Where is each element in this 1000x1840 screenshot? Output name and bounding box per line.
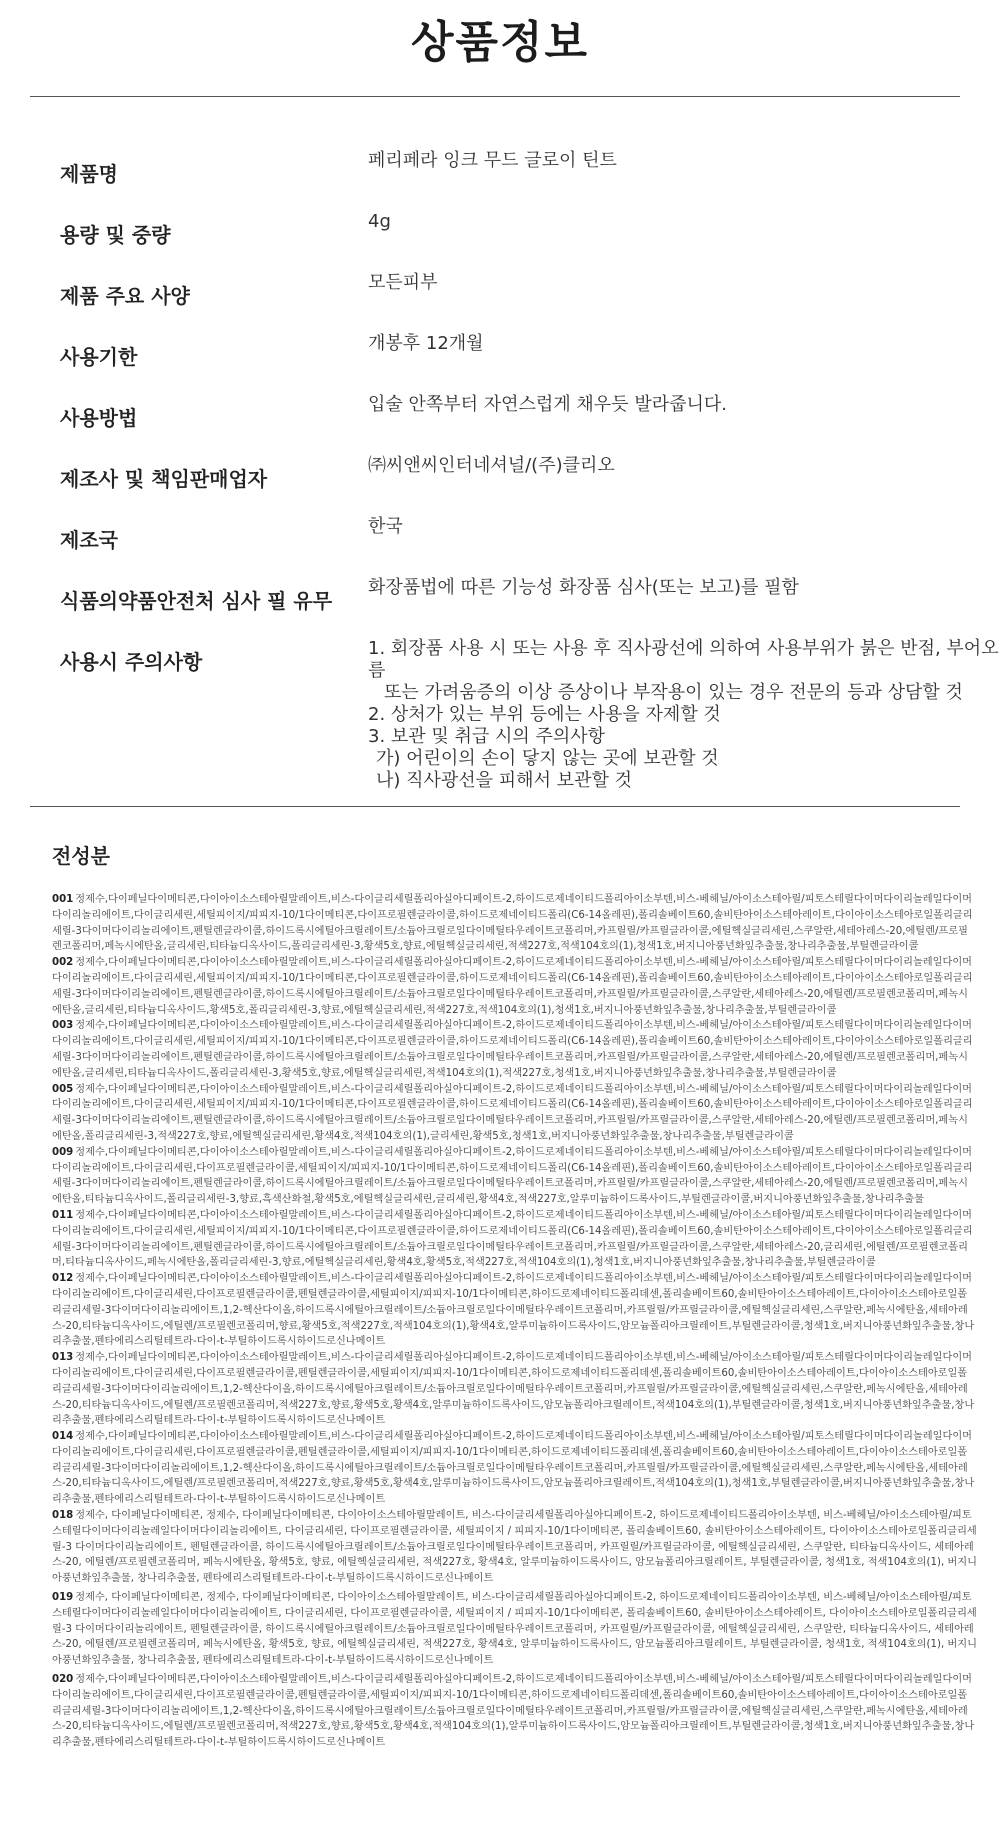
spec-value: 입술 안쪽부터 자연스럽게 채우듯 발라줍니다. — [368, 394, 727, 415]
ingredient-text: 정제수,다이페닐다이메티콘,다이아이소스테아릴말레이트,비스-다이글리세릴폴리아실아디페이트-2,하이드로제네이티드폴리아이소부텐,비스-베헤닐/아이소스테아릴/피토스테릴다이머다이리놀레일다이머다이리놀리에이트,다이글리세린,세틸피이지/피피지-10/1다이메티콘,다이프로필렌글라이콜,하이드로제네이티드폴리(C6-14올레핀),폴리솔베이트60,솔비탄아이소스테아레이트,다이아이소스테아로일폴리글리세릴-3다이머다이리놀리에이트,펜틸렌글라이콜,하이드록시에틸아크릴레이트/소듐아크릴로일다이메틸타우레이트코폴리머,카프릴릴/카프릴글라이콜,스쿠알란,세테아레스-20,에틸렌/프로필렌코폴리머,페녹시에탄올,글리세린,티타늄디옥사이드,황색5호,폴리글리세린-3,향료,에틸헥실글리세린,적색227호,적색104호의(1),청색1호,버지니아풍년화잎추출물,창나리추출물,부틸렌글라이콜 — [52, 957, 973, 1016]
spec-value: 개봉후 12개월 — [368, 333, 484, 354]
spec-label: 제품 주요 사양 — [60, 284, 190, 308]
ingredients-title: 전성분 — [52, 844, 110, 868]
spec-value: 모든피부 — [368, 272, 438, 293]
ingredient-code: 003 — [52, 1020, 74, 1032]
ingredient-text: 정제수,다이페닐다이메티콘,다이아이소스테아릴말레이트,비스-다이글리세릴폴리아실아디페이트-2,하이드로제네이티드폴리아이소부텐,비스-베헤닐/아이소스테아릴/피토스테릴다이머다이리놀레일다이머다이리놀리에이트,다이글리세린,세틸피이지/피피지-10/1다이메티콘,다이프로필렌글라이콜,하이드로제네이티드폴리(C6-14올레핀),폴리솔베이트60,솔비탄아이소스테아레이트,다이아이소스테아로일폴리글리세릴-3다이머다이리놀리에이트,펜틸렌글라이콜,하이드록시에틸아크릴레이트/소듐아크릴로일다이메틸타우레이트코폴리머,카프릴릴/카프릴글라이콜,스쿠알란,세테아레스-20,에틸렌/프로필렌코폴리머,페녹시에탄올,글리세린,티타늄디옥사이드,폴리글리세린-3,황색5호,향료,에틸헥실글리세린,적색104호의(1),적색227호,청색1호,버지니아풍년화잎추출물,창나리추출물,부틸렌글라이콜 — [52, 1020, 973, 1079]
ingredient-text: 정제수,다이페닐다이메티콘,다이아이소스테아릴말레이트,비스-다이글리세릴폴리아실아디페이트-2,하이드로제네이티드폴리아이소부텐,비스-베헤닐/아이소스테아릴/피토스테릴다이머다이리놀레일다이머다이리놀리에이트,다이글리세린,세틸피이지/피피지-10/1다이메티콘,다이프로필렌글라이콜,하이드로제네이티드폴리(C6-14올레핀),폴리솔베이트60,솔비탄아이소스테아레이트,다이아이소스테아로일폴리글리세릴-3다이머다이리놀리에이트,펜틸렌글라이콜,하이드록시에틸아크릴레이트/소듐아크릴로일다이메틸타우레이트코폴리머,카프릴릴/카프릴글라이콜,에틸헥실글리세린,스쿠알란,세테아레스-20,에틸렌/프로필렌코폴리머,페녹시에탄올,글리세린,티타늄디옥사이드,폴리글리세린-3,황색5호,향료,에틸헥실글리세린,적색227호,적색104호의(1),청색1호,버지니아풍년화잎추출물,창나리추출물,부틸렌글라이콜 — [52, 894, 973, 953]
ingredient-code: 018 — [52, 1510, 74, 1522]
caution-line: 3. 보관 및 취급 시의 주의사항 — [368, 726, 606, 747]
mid-divider — [30, 806, 960, 807]
ingredient-block-019 — [52, 1590, 977, 1669]
caution-line: 가) 어린이의 손이 닿지 않는 곳에 보관할 것 — [376, 748, 719, 769]
spec-value: 한국 — [368, 516, 403, 537]
ingredient-text: 정제수,다이페닐다이메티콘,다이아이소스테아릴말레이트,비스-다이글리세릴폴리아실아디페이트-2,하이드로제네이티드폴리아이소부텐,비스-베헤닐/아이소스테아릴/피토스테릴다이머다이리놀레일다이머다이리놀리에이트,다이글리세린,다이프로필렌글라이콜,펜틸렌글라이콜,세틸피이지/피피지-10/1다이메티콘,하이드로제네이티드폴리데센,폴리솔베이트60,솔비탄아이소스테아레이트,다이아이소스테아로일폴리글리세릴-3다이머다이리놀리에이트,1,2-헥산다이올,하이드록시에틸아크릴레이트/소듐아크릴로일다이메틸타우레이트코폴리머,카프릴릴/카프릴글라이콜,에틸헥실글리세린,스쿠알란,페녹시에탄올,세테아레스-20,티타늄디옥사이드,에틸렌/프로필렌코폴리머,적색227호,향료,황색5호,황색4호,적색104호의(1),알루미늄하이드록사이드,암모늄폴리아크릴레이트,부틸렌글라이콜,청색1호,버지니아풍년화잎추출물,창나리추출물,펜타에리스리틸테트라-다이-t-부틸하이드록시하이드로신나메이트 — [52, 1674, 975, 1749]
ingredients-list — [52, 892, 977, 1751]
spec-label: 용량 및 중량 — [60, 223, 171, 247]
ingredient-code: 013 — [52, 1352, 74, 1364]
ingredient-block-003 — [52, 1018, 977, 1081]
ingredient-block-012 — [52, 1271, 977, 1350]
caution-list — [368, 638, 1000, 792]
ingredient-code: 020 — [52, 1674, 74, 1686]
ingredient-code: 005 — [52, 1083, 74, 1095]
ingredient-block-002 — [52, 955, 977, 1018]
ingredient-block-011 — [52, 1208, 977, 1271]
ingredient-code: 001 — [52, 894, 74, 905]
ingredient-code: 002 — [52, 957, 74, 969]
ingredient-code: 009 — [52, 1146, 74, 1158]
ingredient-text: 정제수, 다이페닐다이메티콘, 정제수, 다이페닐다이메티콘, 다이아이소스테아릴말레이트, 비스-다이글리세릴폴리아실아디페이트-2, 하이드로제네이티드폴리아이소부텐, 비스-베헤닐/아이소스테아릴/피토스테릴다이머다이리놀레일다이머다이리놀리에이트, 다이글리세린, 다이프로필렌글라이콜, 세틸피이지 / 피피지-10/1다이메티콘, 폴리솔베이트60, 솔비탄아이소스테아레이트, 다이아이소스테아로일폴리글리세릴-3 다이머다이리놀리에이트, 펜틸렌글라이콜, 하이드록시에틸아크릴레이트/소듐아크릴로일다이메틸타우레이트코폴리머, 카프릴릴/카프릴글라이콜, 에틸헥실글리세린, 스쿠알란, 티타늄디옥사이드, 세테아레스-20, 에틸렌/프로필렌코폴리머, 페녹시에탄올, 황색5호, 향료, 에틸헥실글리세린, 적색227호, 황색4호, 알루미늄하이드록사이드, 암모늄폴리아크릴레이트, 부틸렌글라이콜, 청색1호, 적색104호의(1), 버지니아풍년화잎추출물, 창나리추출물, 펜타에리스리틸테트라-다이-t-부틸하이드록시하이드로신나메이트 — [52, 1592, 977, 1667]
ingredient-text: 정제수,다이페닐다이메티콘,다이아이소스테아릴말레이트,비스-다이글리세릴폴리아실아디페이트-2,하이드로제네이티드폴리아이소부텐,비스-베헤닐/아이소스테아릴/피토스테릴다이머다이리놀레일다이머다이리놀리에이트,다이글리세린,세틸피이지/피피지-10/1다이메티콘,다이프로필렌글라이콜,하이드로제네이티드폴리(C6-14올레핀),폴리솔베이트60,솔비탄아이소스테아레이트,다이아이소스테아로일폴리글리세릴-3다이머다이리놀리에이트,펜틸렌글라이콜,하이드록시에틸아크릴레이트/소듐아크릴로일다이메틸타우레이트코폴리머,카프릴릴/카프릴글라이콜,스쿠알란,세테아레스-20,글리세린,에틸렌/프로필렌코폴리머,티타늄디옥사이드,페녹시에탄올,폴리글리세린-3,향료,에틸헥실글리세린,황색4호,황색5호,적색227호,적색104호의(1),청색1호,버지니아풍년화잎추출물,창나리추출물,부틸렌글라이콜 — [52, 1209, 973, 1269]
spec-value — [368, 638, 1000, 792]
ingredient-text: 정제수,다이페닐다이메티콘,다이아이소스테아릴말레이트,비스-다이글리세릴폴리아실아디페이트-2,하이드로제네이티드폴리아이소부텐,비스-베헤닐/아이소스테아릴/피토스테릴다이머다이리놀레일다이머다이리놀리에이트,다이글리세린,세틸피이지/피피지-10/1다이메티콘,다이프로필렌글라이콜,하이드로제네이티드폴리(C6-14올레핀),폴리솔베이트60,솔비탄아이소스테아레이트,다이아이소스테아로일폴리글리세릴-3다이머다이리놀리에이트,펜틸렌글라이콜,하이드록시에틸아크릴레이트/소듐아크릴로일다이메틸타우레이트코폴리머,카프릴릴/카프릴글라이콜,스쿠알란,세테아레스-20,에틸렌/프로필렌코폴리머,페녹시에탄올,폴리글리세린-3,적색227호,향료,에틸헥실글리세린,황색4호,적색104호의(1),글리세린,황색5호,청색1호,버지니아풍년화잎추출물,창나리추출물,부틸렌글라이콜 — [52, 1083, 973, 1142]
ingredient-text: 정제수,다이페닐다이메티콘,다이아이소스테아릴말레이트,비스-다이글리세릴폴리아실아디페이트-2,하이드로제네이티드폴리아이소부텐,비스-베헤닐/아이소스테아릴/피토스테릴다이머다이리놀레일다이머다이리놀리에이트,다이글리세린,다이프로필렌글라이콜,펜틸렌글라이콜,세틸피이지/피피지-10/1다이메티콘,하이드로제네이티드폴리데센,폴리솔베이트60,솔비탄아이소스테아레이트,다이아이소스테아로일폴리글리세릴-3다이머다이리놀리에이트,1,2-헥산다이올,하이드록시에틸아크릴레이트/소듐아크릴로일다이메틸타우레이트코폴리머,카프릴릴/카프릴글라이콜,에틸헥실글리세린,스쿠알란,페녹시에탄올,세테아레스-20,티타늄디옥사이드,에틸렌/프로필렌코폴리머,적색227호,향료,황색5호,황색4호,알루미늄하이드록사이드,암모늄폴리아크릴레이트,적색104호의(1),부틸렌글라이콜,청색1호,버지니아풍년화잎추출물,창나리추출물,펜타에리스리틸테트라-다이-t-부틸하이드록시하이드로신나메이트 — [52, 1352, 975, 1427]
spec-value: ㈜씨앤씨인터네셔널/(주)클리오 — [368, 455, 615, 476]
ingredient-code: 011 — [52, 1209, 74, 1221]
ingredient-code: 019 — [52, 1592, 74, 1604]
ingredient-block-013 — [52, 1350, 977, 1429]
spec-label: 사용기한 — [60, 345, 138, 369]
ingredient-block-018 — [52, 1508, 977, 1587]
spec-label: 제조국 — [60, 528, 118, 552]
top-divider — [30, 96, 960, 97]
caution-line: 또는 가려움증의 이상 증상이나 부작용이 있는 경우 전문의 등과 상담할 것 — [384, 682, 963, 703]
spec-label: 제조사 및 책임판매업자 — [60, 467, 268, 491]
ingredient-block-020 — [52, 1672, 977, 1751]
ingredient-code: 012 — [52, 1273, 74, 1285]
ingredient-block-005 — [52, 1082, 977, 1145]
spec-value: 페리페라 잉크 무드 글로이 틴트 — [368, 150, 617, 171]
caution-line: 2. 상처가 있는 부위 등에는 사용을 자제할 것 — [368, 704, 721, 725]
ingredient-text: 정제수, 다이페닐다이메티콘, 정제수, 다이페닐다이메티콘, 다이아이소스테아릴말레이트, 비스-다이글리세릴폴리아실아디페이트-2, 하이드로제네이티드폴리아이소부텐, 비스-베헤닐/아이소스테아릴/피토스테릴다이머다이리놀레일다이머다이리놀리에이트, 다이글리세린, 다이프로필렌글라이콜, 세틸피이지 / 피피지-10/1다이메티콘, 폴리솔베이트60, 솔비탄아이소스테아레이트, 다이아이소스테아로일폴리글리세릴-3 다이머다이리놀리에이트, 펜틸렌글라이콜, 하이드록시에틸아크릴레이트/소듐아크릴로일다이메틸타우레이트코폴리머, 카프릴릴/카프릴글라이콜, 에틸헥실글리세린, 스쿠알란, 티타늄디옥사이드, 세테아레스-20, 에틸렌/프로필렌코폴리머, 페녹시에탄올, 황색5호, 향료, 에틸헥실글리세린, 적색227호, 황색4호, 알루미늄하이드록사이드, 암모늄폴리아크릴레이트, 부틸렌글라이콜, 청색1호, 적색104호의(1), 버지니아풍년화잎추출물, 창나리추출물, 펜타에리스리틸테트라-다이-t-부틸하이드록시하이드로신나메이트 — [52, 1510, 977, 1585]
ingredient-block-001 — [52, 892, 977, 955]
ingredient-code: 014 — [52, 1431, 74, 1443]
ingredient-text: 정제수,다이페닐다이메티콘,다이아이소스테아릴말레이트,비스-다이글리세릴폴리아실아디페이트-2,하이드로제네이티드폴리아이소부텐,비스-베헤닐/아이소스테아릴/피토스테릴다이머다이리놀레일다이머다이리놀리에이트,다이글리세린,다이프로필렌글라이콜,세틸피이지/피피지-10/1다이메티콘,하이드로제네이티드폴리(C6-14올레핀),폴리솔베이트60,솔비탄아이소스테아레이트,다이아이소스테아로일폴리글리세릴-3다이머다이리놀리에이트,펜틸렌글라이콜,하이드록시에틸아크릴레이트/소듐아크릴로일다이메틸타우레이트코폴리머,카프릴릴/카프릴글라이콜,스쿠알란,세테아레스-20,에틸렌/프로필렌코폴리머,페녹시에탄올,티타늄디옥사이드,폴리글리세린-3,향료,흑색산화철,황색5호,에틸헥실글리세린,글리세린,황색4호,적색227호,알루미늄하이드록사이드,부틸렌글라이콜,버지니아풍년화잎추출물,창나리추출물 — [52, 1146, 973, 1206]
caution-line: 나) 직사광선을 피해서 보관할 것 — [376, 770, 632, 791]
ingredient-text: 정제수,다이페닐다이메티콘,다이아이소스테아릴말레이트,비스-다이글리세릴폴리아실아디페이트-2,하이드로제네이티드폴리아이소부텐,비스-베헤닐/아이소스테아릴/피토스테릴다이머다이리놀레일다이머다이리놀리에이트,다이글리세린,다이프로필렌글라이콜,펜틸렌글라이콜,세틸피이지/피피지-10/1다이메티콘,하이드로제네이티드폴리데센,폴리솔베이트60,솔비탄아이소스테아레이트,다이아이소스테아로일폴리글리세릴-3다이머다이리놀리에이트,1,2-헥산다이올,하이드록시에틸아크릴레이트/소듐아크릴로일다이메틸타우레이트코폴리머,카프릴릴/카프릴글라이콜,에틸헥실글리세린,스쿠알란,페녹시에탄올,세테아레스-20,티타늄디옥사이드,에틸렌/프로필렌코폴리머,향료,황색5호,적색227호,적색104호의(1),황색4호,알루미늄하이드록사이드,암모늄폴리아크릴레이트,부틸렌글라이콜,청색1호,버지니아풍년화잎추출물,창나리추출물,펜타에리스리틸테트라-다이-t-부틸하이드록시하이드로신나메이트 — [52, 1273, 975, 1348]
page-title: 상품정보 — [410, 17, 589, 68]
caution-line: 1. 회장품 사용 시 또는 사용 후 직사광선에 의하여 사용부위가 붉은 반점, 부어오름 — [368, 638, 999, 681]
ingredient-text: 정제수,다이페닐다이메티콘,다이아이소스테아릴말레이트,비스-다이글리세릴폴리아실아디페이트-2,하이드로제네이티드폴리아이소부텐,비스-베헤닐/아이소스테아릴/피토스테릴다이머다이리놀레일다이머다이리놀리에이트,다이글리세린,다이프로필렌글라이콜,펜틸렌글라이콜,세틸피이지/피피지-10/1다이메티콘,하이드로제네이티드폴리데센,폴리솔베이트60,솔비탄아이소스테아레이트,다이아이소스테아로일폴리글리세릴-3다이머다이리놀리에이트,1,2-헥산다이올,하이드록시에틸아크릴레이트/소듐아크릴로일다이메틸타우레이트코폴리머,카프릴릴/카프릴글라이콜,에틸헥실글리세린,스쿠알란,페녹시에탄올,세테아레스-20,티타늄디옥사이드,에틸렌/프로필렌코폴리머,적색227호,향료,황색5호,황색4호,알루미늄하이드록사이드,암모늄폴리아크릴레이트,적색104호의(1),청색1호,부틸렌글라이콜,버지니아풍년화잎추출물,창나리추출물,펜타에리스리틸테트라-다이-t-부틸하이드록시하이드로신나메이트 — [52, 1431, 975, 1506]
spec-value: 화장품법에 따른 기능성 화장품 심사(또는 보고)를 필함 — [368, 577, 799, 598]
spec-label: 사용방법 — [60, 406, 138, 430]
spec-label: 사용시 주의사항 — [60, 650, 203, 674]
spec-label: 제품명 — [60, 162, 118, 186]
spec-label: 식품의약품안전처 심사 필 유무 — [60, 589, 333, 613]
ingredient-block-009 — [52, 1145, 977, 1208]
spec-value: 4g — [368, 211, 391, 232]
ingredient-block-014 — [52, 1429, 977, 1508]
